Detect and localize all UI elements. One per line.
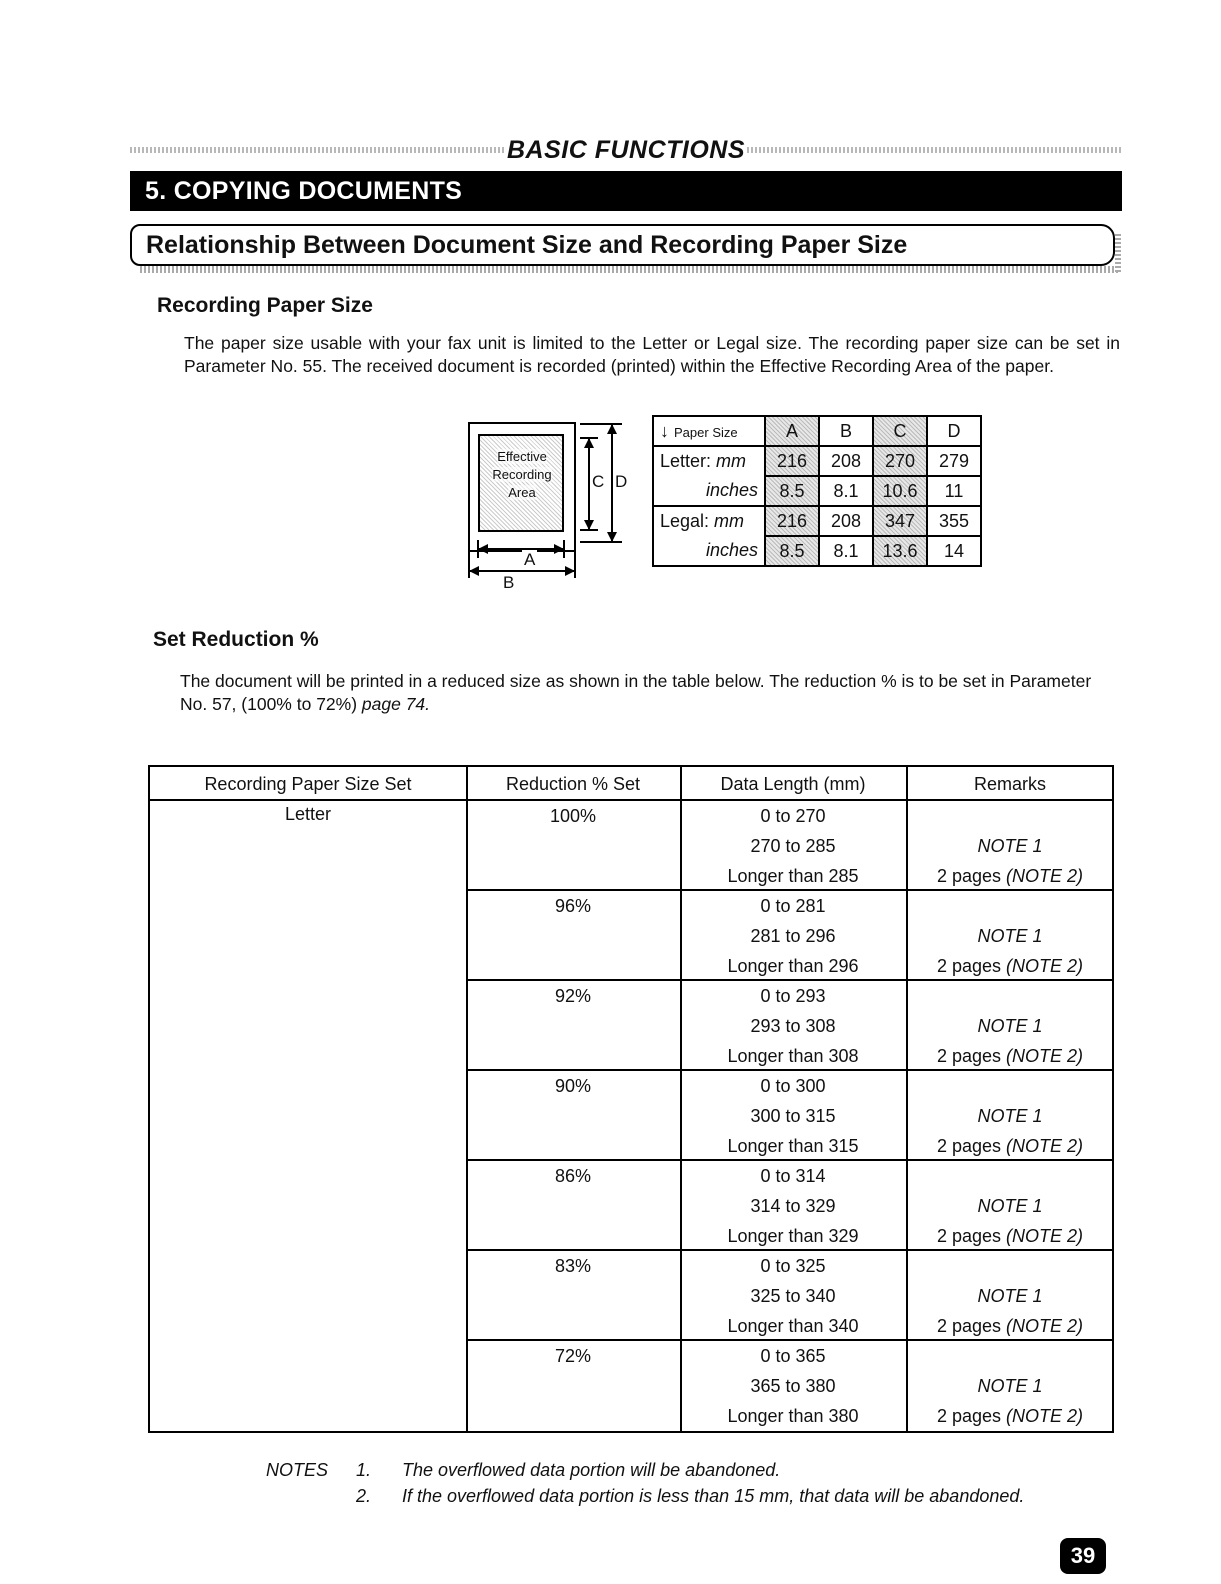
paper-cell: 279 <box>927 446 981 476</box>
paper-size-letter: Letter <box>284 804 332 824</box>
data-length-cell: Longer than 296 <box>727 956 859 976</box>
paper-cell: 208 <box>819 506 873 536</box>
set-reduction-body <box>180 670 1120 716</box>
remark-note-1: NOTE 1 <box>977 1286 1043 1306</box>
data-length-cell: 325 to 340 <box>750 1286 836 1306</box>
remark-note-1: NOTE 1 <box>977 1376 1043 1396</box>
paper-cell: 14 <box>927 536 981 566</box>
paper-cell: 8.1 <box>819 536 873 566</box>
row-label <box>653 476 765 506</box>
remark-prefix: 2 pages <box>936 866 1007 886</box>
set-reduction-text: The document will be printed in a reduced size as shown in the table below. The reduction % is to be set in Parameter No. 57, (100% to 72%) <box>180 671 1092 714</box>
header-paper-size: Recording Paper Size Set <box>204 774 412 794</box>
reduction-table-header <box>150 767 1112 801</box>
data-length-cell: 293 to 308 <box>750 1016 836 1036</box>
paper-row-legal-inches <box>653 536 981 566</box>
remark-note-2: (NOTE 2) <box>1006 1046 1084 1066</box>
data-length-cell: 365 to 380 <box>750 1376 836 1396</box>
col-d-header: D <box>927 416 981 446</box>
paper-cell: 8.5 <box>765 476 819 506</box>
row-label <box>653 506 765 536</box>
remark-note-1: NOTE 1 <box>977 926 1043 946</box>
paper-cell: 13.6 <box>873 536 927 566</box>
paper-cell: 10.6 <box>873 476 927 506</box>
down-arrow-icon: ↓ <box>660 420 669 441</box>
paper-row-letter-mm <box>653 446 981 476</box>
paper-row-legal-mm <box>653 506 981 536</box>
header-remarks: Remarks <box>973 774 1046 794</box>
header-reduction: Reduction % Set <box>505 774 641 794</box>
recording-paper-heading: Recording Paper Size <box>157 294 373 317</box>
label-d: D <box>615 472 628 491</box>
reduction-percent: 100% <box>549 806 597 826</box>
remark-note-2: (NOTE 2) <box>1006 1226 1084 1246</box>
label-a: A <box>524 550 536 569</box>
section-shadow <box>140 266 1118 273</box>
remark-two-pages <box>906 1311 1114 1341</box>
data-length-cell: 300 to 315 <box>750 1106 836 1126</box>
data-length-cell: Longer than 308 <box>727 1046 859 1066</box>
running-header <box>130 135 1122 165</box>
col-a-header: A <box>765 416 819 446</box>
remark-note-1: NOTE 1 <box>977 1106 1043 1126</box>
paper-cell: 216 <box>765 506 819 536</box>
remark-prefix: 2 pages <box>936 1406 1007 1426</box>
data-length-cell: 0 to 365 <box>760 1346 826 1366</box>
row-unit: inches <box>705 480 758 500</box>
paper-cell: 8.5 <box>765 536 819 566</box>
remark-two-pages <box>906 1221 1114 1251</box>
remark-note-1: NOTE 1 <box>977 1016 1043 1036</box>
data-length-cell: 0 to 314 <box>760 1166 826 1186</box>
area-line-3: Area <box>508 485 536 500</box>
row-unit: mm <box>716 451 747 471</box>
data-length-cell: 270 to 285 <box>750 836 836 856</box>
reduction-percent: 90% <box>554 1076 592 1096</box>
reduction-percent: 92% <box>554 986 592 1006</box>
reduction-table <box>148 765 1114 1433</box>
data-length-cell: Longer than 329 <box>727 1226 859 1246</box>
corner-label: Paper Size <box>674 424 738 440</box>
notes-label: NOTES <box>266 1460 329 1480</box>
label-c: C <box>592 472 605 491</box>
row-unit: inches <box>705 540 758 560</box>
page-reference: page 74. <box>361 694 431 714</box>
row-label <box>653 536 765 566</box>
remark-note-2: (NOTE 2) <box>1006 1316 1084 1336</box>
col-b-header: B <box>819 416 873 446</box>
paper-diagram <box>468 418 638 598</box>
paper-size-corner <box>653 416 765 446</box>
paper-cell: 347 <box>873 506 927 536</box>
header-data-length: Data Length (mm) <box>720 774 866 794</box>
note-1-text: The overflowed data portion will be abandoned. <box>402 1460 781 1480</box>
remark-two-pages <box>906 1401 1114 1431</box>
section-title: Relationship Between Document Size and Recording Paper Size <box>130 224 1115 266</box>
data-length-cell: Longer than 285 <box>727 866 859 886</box>
remark-prefix: 2 pages <box>936 1046 1007 1066</box>
row-label-text: Letter: <box>660 451 717 471</box>
remark-prefix: 2 pages <box>936 1316 1007 1336</box>
reduction-percent: 72% <box>554 1346 592 1366</box>
paper-cell: 8.1 <box>819 476 873 506</box>
remark-two-pages <box>906 1041 1114 1071</box>
page-number: 39 <box>1060 1538 1106 1574</box>
note-2-number: 2. <box>356 1486 372 1506</box>
data-length-cell: 0 to 270 <box>760 806 826 826</box>
chapter-title: 5. COPYING DOCUMENTS <box>130 171 1122 211</box>
data-length-cell: 0 to 300 <box>760 1076 826 1096</box>
remark-note-2: (NOTE 2) <box>1006 866 1084 886</box>
label-b: B <box>503 573 515 592</box>
row-unit: mm <box>714 511 745 531</box>
remark-two-pages <box>906 951 1114 981</box>
remark-two-pages <box>906 861 1114 891</box>
header-rule-left <box>130 147 505 153</box>
col-c-header: C <box>873 416 927 446</box>
data-length-cell: 0 to 325 <box>760 1256 826 1276</box>
row-label-text: Legal: <box>660 511 715 531</box>
area-line-1: Effective <box>497 449 547 464</box>
data-length-cell: 281 to 296 <box>750 926 836 946</box>
paper-row-letter-inches <box>653 476 981 506</box>
paper-table-header <box>653 416 981 446</box>
running-title: BASIC FUNCTIONS <box>506 135 746 164</box>
data-length-cell: 314 to 329 <box>750 1196 836 1216</box>
area-line-2: Recording <box>492 467 552 482</box>
paper-size-table <box>652 415 982 567</box>
paper-cell: 216 <box>765 446 819 476</box>
reduction-percent: 83% <box>554 1256 592 1276</box>
data-length-cell: 0 to 281 <box>760 896 826 916</box>
dimension-lines <box>468 418 638 598</box>
note-2-text: If the overflowed data portion is less than 15 mm, that data will be abandoned. <box>402 1486 1025 1506</box>
note-1-number: 1. <box>356 1460 372 1480</box>
data-length-cell: Longer than 340 <box>727 1316 859 1336</box>
remark-prefix: 2 pages <box>936 1136 1007 1156</box>
recording-paper-body: The paper size usable with your fax unit is limited to the Letter or Legal size. The recording paper size can be set in Parameter No. 55. The received document is recorded (printed) within the Effective Recording Area of the paper. <box>184 333 1120 376</box>
paper-cell: 355 <box>927 506 981 536</box>
section-shadow-right <box>1115 232 1121 272</box>
data-length-cell: Longer than 380 <box>727 1406 859 1426</box>
paper-cell: 208 <box>819 446 873 476</box>
remark-note-2: (NOTE 2) <box>1006 1136 1084 1156</box>
remark-prefix: 2 pages <box>936 956 1007 976</box>
data-length-cell: 0 to 293 <box>760 986 826 1006</box>
header-rule-right <box>747 147 1122 153</box>
set-reduction-heading: Set Reduction % <box>153 628 319 651</box>
paper-cell: 270 <box>873 446 927 476</box>
remark-note-1: NOTE 1 <box>977 1196 1043 1216</box>
remark-note-1: NOTE 1 <box>977 836 1043 856</box>
data-length-cell: Longer than 315 <box>727 1136 859 1156</box>
reduction-percent: 96% <box>554 896 592 916</box>
remark-two-pages <box>906 1131 1114 1161</box>
row-label <box>653 446 765 476</box>
reduction-percent: 86% <box>554 1166 592 1186</box>
remark-note-2: (NOTE 2) <box>1006 1406 1084 1426</box>
remark-note-2: (NOTE 2) <box>1006 956 1084 976</box>
remark-prefix: 2 pages <box>936 1226 1007 1246</box>
paper-cell: 11 <box>927 476 981 506</box>
